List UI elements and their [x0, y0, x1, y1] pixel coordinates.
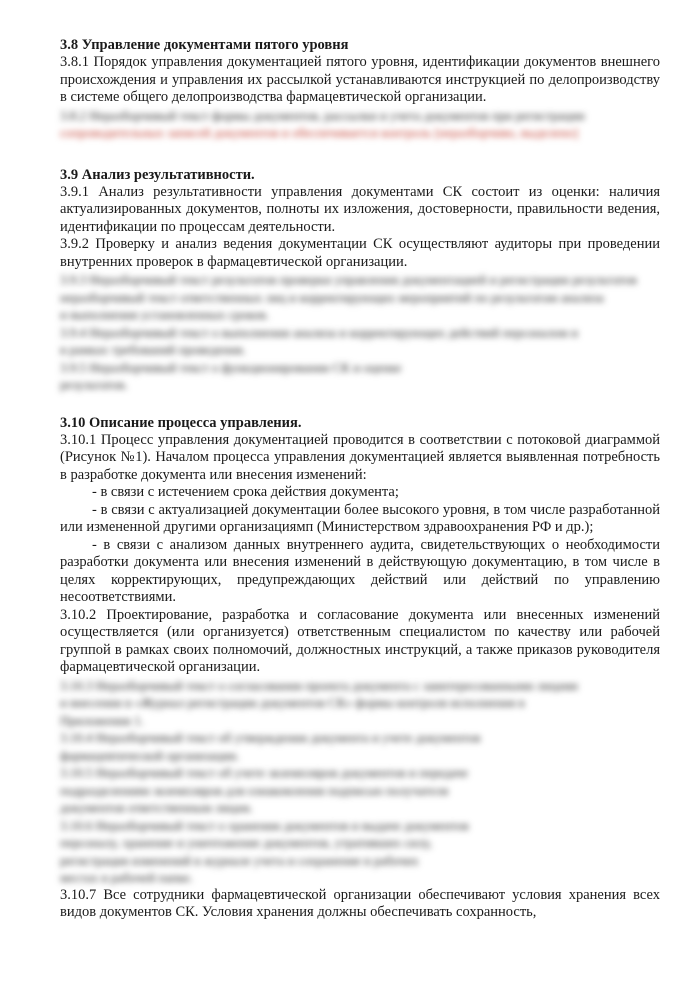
blurred-line: местах в рабочей папке.: [60, 870, 193, 885]
blurred-line: документов ответственным лицам.: [60, 800, 253, 815]
blurred-line: и выполнения установленных сроков.: [60, 307, 269, 322]
paragraph-3-8-1: 3.8.1 Порядок управления документацией пятого уровня, идентификации документов внешнего происхождения и управления их рассылкой устанавливаются инструкцией по делопроизводству в системе общего делопроизводства фармацевтической организации.: [60, 54, 660, 105]
blurred-line: 3.9.5 Неразборчивый текст о функционировании СК и оценке: [60, 359, 402, 375]
list-item-expiry: - в связи с истечением срока действия документа;: [92, 484, 399, 500]
blurred-line: 3.8.2 Неразборчивый текст формы документов, рассылки и учета документов при регистрации: [60, 107, 585, 123]
blurred-line: неразборчивый текст ответственных лиц и корректирующих мероприятий по результатам анализа: [60, 289, 604, 305]
blurred-line: сопроводительных записей документов и обеспечивается контроль [неразборчиво, выделено]: [60, 125, 579, 140]
blurred-line: результатов.: [60, 377, 128, 392]
blurred-text-3-8: [60, 107, 660, 142]
paragraph-3-10-1: 3.10.1 Процесс управления документацией проводится в соответствии с потоковой диаграммой (Рисунок №1). Началом процесса управления документацией является выявленная потребность в разработке документа или внесения изменений:: [60, 431, 660, 483]
blurred-line: 3.10.5 Неразборчивый текст об учете экземпляров документов и передаче: [60, 765, 468, 780]
list-item-audit: - в связи с анализом данных внутреннего аудита, свидетельствующих о необходимости разработки документа или внесения изменений в действующую документацию, в том числе в целях корректирующих, предупреждающих действий или действий по управлению несоответствиями.: [60, 536, 660, 605]
list-item-actualization: - в связи с актуализацией документации более высокого уровня, в том числе разработанной или измененной другими организациямп (Министерством здравоохранения РФ и др.);: [60, 501, 660, 535]
paragraph-3-10-2: 3.10.2 Проектирование, разработка и согласование документа или внесенных изменений осуществляется (или организуется) ответственным специалистом по качеству или рабочей группой в рамках своих полномочий, должностных инструкций, а также приказов руководителя фармацевтической организации.: [60, 606, 660, 675]
blurred-line: 3.10.3 Неразборчивый текст о согласовании проекта документа с заинтересованными лицами: [60, 677, 579, 693]
section-3-9-heading: 3.9 Анализ результативности.: [60, 166, 255, 183]
blurred-text-3-10: [60, 677, 660, 887]
blurred-line: 3.9.4 Неразборчивый текст о выполнении анализа и корректирующих действий персоналом и: [60, 324, 579, 340]
blurred-line: 3.10.4 Неразборчивый текст об утверждении документа и учете документов: [60, 730, 481, 745]
blurred-line: 3.10.6 Неразборчивый текст о хранении документов и выдаче документов: [60, 817, 469, 833]
blurred-line: Приложении 1.: [60, 712, 144, 728]
section-3-8-heading: 3.8 Управление документами пятого уровня: [60, 37, 349, 53]
blurred-line: и внесении в «Журнал регистрации документов СК» формы контроля исполнения в: [60, 695, 525, 710]
blurred-line: фармацевтической организации.: [60, 747, 240, 763]
paragraph-3-9-2: 3.9.2 Проверку и анализ ведения документации СК осуществляют аудиторы при проведении внутренних проверок в фармацевтической организации.: [60, 236, 660, 270]
blurred-line: в рамках требований проведения.: [60, 342, 246, 357]
blurred-text-3-9: [60, 271, 660, 394]
blurred-line: персоналу, хранение и уничтожение документов, утративших силу,: [60, 835, 432, 850]
blurred-line: подразделениям экземпляров для ознакомления подписью получателя: [60, 782, 449, 798]
section-3-10-heading: 3.10 Описание процесса управления.: [60, 414, 302, 431]
paragraph-3-9-1: 3.9.1 Анализ результативности управления документами СК состоит из оценки: наличия актуализированных документов, полноты их изложения, достоверности, правильности ведения, идентификации по процессам деятельности.: [60, 183, 660, 235]
blurred-line: 3.9.3 Неразборчивый текст результатов проверки управления документацией и регистрации результатов: [60, 272, 637, 287]
blurred-line: регистрация изменений в журнале учета и сохранение в рабочих: [60, 852, 419, 868]
paragraph-3-10-7: 3.10.7 Все сотрудники фармацевтической организации обеспечивают условия хранения всех видов документов СК. Условия хранения должны обеспечивать сохранность,: [60, 886, 660, 920]
